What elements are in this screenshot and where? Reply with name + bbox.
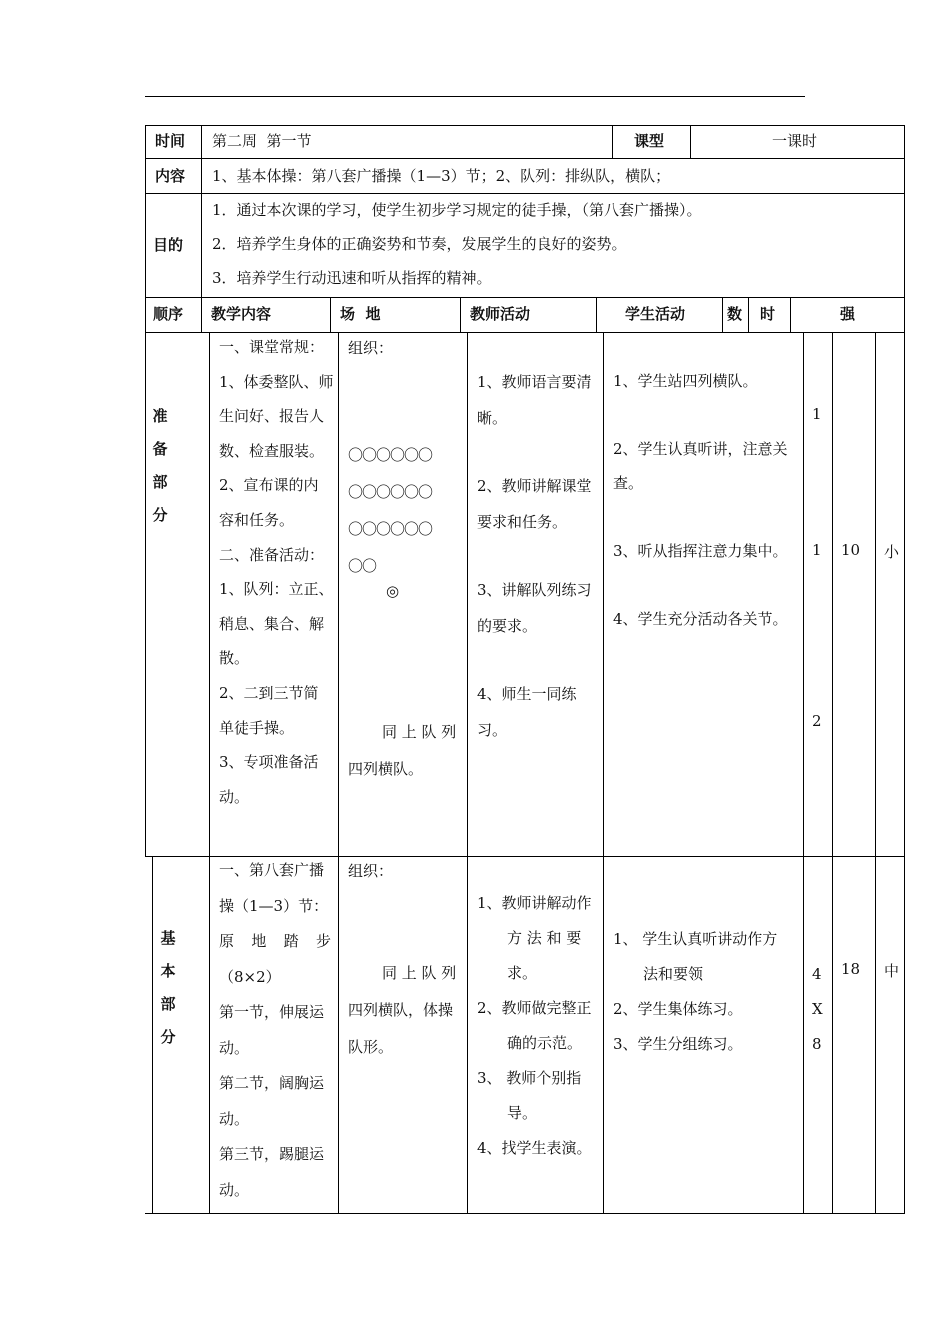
basic-venue-org: 组织： (348, 862, 394, 880)
prep-count: 1 (812, 541, 822, 559)
formation-row: 〇〇〇〇〇〇 (348, 446, 433, 464)
basic-time: 18 (841, 960, 861, 978)
top-rule (145, 96, 805, 97)
goal-item: 2．培养学生身体的正确姿势和节奏，发展学生的良好的姿势。 (212, 235, 627, 253)
col-teacher: 教师活动 (470, 305, 531, 323)
prep-formation (348, 437, 432, 585)
col-content: 教学内容 (211, 305, 272, 323)
col-order: 顺序 (153, 305, 184, 323)
goal-item: 3．培养学生行动迅速和听从指挥的精神。 (212, 269, 492, 287)
teacher-position-mark: ◎ (386, 582, 400, 600)
prep-count: 2 (812, 712, 822, 730)
prep-part-label: 准 备 部 分 (152, 407, 168, 524)
formation-row: 〇〇 (348, 557, 377, 575)
type-label: 课型 (634, 132, 665, 150)
time-label: 时间 (155, 132, 186, 150)
content-value: 1、基本体操：第八套广播操（1—3）节；2、队列：排纵队，横队； (212, 167, 671, 185)
basic-venue-note: 同 上 队 列 四列横队，体操 队形。 (348, 964, 457, 1056)
formation-row: 〇〇〇〇〇〇 (348, 520, 433, 538)
col-time: 时 (760, 305, 776, 323)
type-value: 一课时 (772, 132, 818, 150)
col-venue: 场 地 (340, 305, 381, 323)
basic-count: 4 X 8 (812, 965, 823, 1053)
prep-student-activity: 1、学生站四列横队。 2、学生认真听讲，注意关 查。 3、听从指挥注意力集中。 4、学生充分活动各关节。 (613, 372, 788, 628)
col-student: 学生活动 (625, 305, 686, 323)
prep-count: 1 (812, 405, 822, 423)
prep-venue-note: 同 上 队 列 四列横队。 (348, 723, 457, 778)
basic-teacher-activity: 1、教师讲解动作 方 法 和 要 求。 2、教师做完整正 确的示范。 3、 教师个别指 导。 4、找学生表演。 (477, 894, 592, 1157)
prep-teacher-activity: 1、教师语言要清 晰。 2、教师讲解课堂 要求和任务。 3、讲解队列练习 的要求。 4、师生一同练 习。 (477, 373, 592, 739)
col-count: 数 (727, 305, 743, 323)
prep-intensity: 小 (884, 543, 900, 561)
prep-venue-org: 组织： (348, 339, 394, 357)
content-label: 内容 (155, 167, 186, 185)
prep-time: 10 (841, 541, 861, 559)
basic-student-activity: 1、 学生认真听讲动作方 法和要领 2、学生集体练习。 3、学生分组练习。 (613, 930, 778, 1053)
time-value: 第二周 第一节 (212, 132, 312, 150)
goal-label: 目的 (153, 236, 184, 254)
basic-intensity: 中 (884, 962, 900, 980)
basic-part-label: 基 本 部 分 (160, 929, 176, 1046)
goal-item: 1．通过本次课的学习，使学生初步学习规定的徒手操，（第八套广播操）。 (212, 201, 702, 219)
formation-row: 〇〇〇〇〇〇 (348, 483, 433, 501)
prep-content: 一、课堂常规： 1、体委整队、师 生问好、报告人 数、检查服装。 2、宣布课的内 容和任务。 二、准备活动： 1、队列：立正、 稍息、集合、解 散。 2、二到三节简 单徒手操。 3、专项准备活 动。 (219, 338, 334, 806)
col-intensity: 强 (840, 305, 856, 323)
basic-content: 一、第八套广播 操（1—3）节： 原 地 踏 步 （8×2） 第一节，伸展运 动。 第二节，阔胸运 动。 第三节，踢腿运 动。 (219, 861, 331, 1199)
